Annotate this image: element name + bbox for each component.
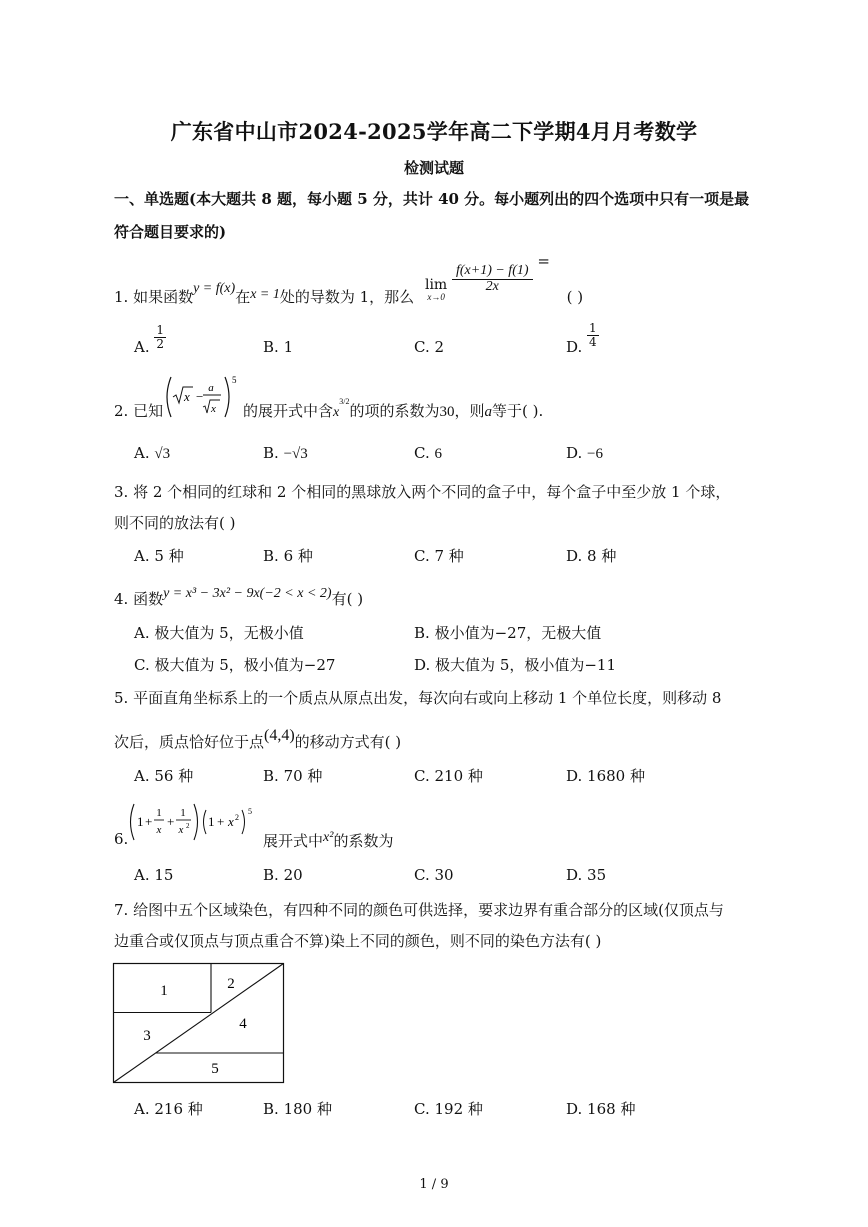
svg-text:2: 2 — [186, 822, 190, 830]
q2-option-c: C. 6 — [414, 444, 442, 462]
svg-text:x: x — [211, 403, 216, 415]
region-label-1: 1 — [160, 983, 168, 999]
q5-line2: 次后，质点恰好位于点(4,4)的移动方式有( ) — [114, 727, 402, 751]
svg-text:5: 5 — [232, 375, 237, 385]
q1-denominator: 2x — [485, 278, 499, 294]
svg-text:1: 1 — [208, 814, 215, 829]
svg-text:2: 2 — [235, 813, 239, 822]
question-2 — [114, 400, 163, 421]
q6-expression — [128, 800, 264, 850]
q1-answer-paren: ( ) — [566, 288, 584, 306]
q6-right-paren1 — [194, 804, 198, 840]
region-label-2: 2 — [227, 976, 235, 992]
svg-text:+: + — [167, 814, 175, 829]
q1-condition: x = 1 — [250, 287, 280, 302]
svg-text:+: + — [145, 814, 153, 829]
q6-option-c: C. 30 — [414, 866, 454, 884]
q1-tail: 处的导数为 1，那么 — [279, 288, 415, 306]
q3-line2: 则不同的放法有( ) — [114, 514, 236, 532]
q5-point: (4,4) — [264, 727, 295, 744]
q1-equals: = — [537, 252, 550, 270]
q2-binomial-expression — [161, 373, 241, 425]
q2-option-d: D. −6 — [566, 444, 604, 462]
q6-left-paren1 — [131, 804, 135, 840]
q6-text: 展开式中x²的系数为 — [263, 830, 394, 850]
svg-text:1: 1 — [180, 807, 186, 819]
region-label-5: 5 — [211, 1061, 219, 1077]
q4-option-a: A. 极大值为 5，无极小值 — [134, 624, 304, 642]
q6-expression-svg — [128, 800, 264, 846]
q2-binomial-svg — [161, 373, 241, 421]
q1-option-a: A. $\frac{1}{2}$ — [134, 323, 165, 356]
region-label-3: 3 — [143, 1028, 151, 1044]
q1-number: 1. 如果函数 — [114, 288, 194, 306]
svg-text:+: + — [217, 814, 225, 829]
q6-option-d: D. 35 — [566, 866, 607, 884]
q7-option-d: D. 168 种 — [566, 1100, 636, 1118]
svg-text:5: 5 — [248, 807, 252, 816]
q5-option-c: C. 210 种 — [414, 767, 483, 785]
q6-option-b: B. 20 — [263, 866, 303, 884]
q5-option-d: D. 1680 种 — [566, 767, 645, 785]
question-4: 4. 函数y = x³ − 3x² − 9x(−2 < x < 2)有( ) — [114, 586, 364, 608]
q4-option-b: B. 极小值为−27，无极大值 — [414, 624, 602, 642]
svg-text:x: x — [184, 389, 190, 404]
q1-lim-sub: x→0 — [427, 292, 445, 302]
q1-mid: 在 — [235, 288, 251, 306]
q7-region-diagram — [112, 962, 286, 1088]
q7-option-b: B. 180 种 — [263, 1100, 332, 1118]
q4-expression: y = x³ − 3x² − 9x(−2 < x < 2) — [163, 586, 332, 601]
q3-option-b: B. 6 种 — [263, 547, 313, 565]
q4-option-c: C. 极大值为 5，极小值为−27 — [134, 656, 336, 674]
q1-fraction — [452, 264, 533, 294]
section-heading-line1: 一、单选题(本大题共 8 题，每小题 5 分，共计 40 分。每小题列出的四个选项中只有一项是最 — [114, 190, 750, 208]
page-title: 广东省中山市2024-2025学年高二下学期4月月考数学 — [170, 119, 698, 144]
q2-text: 的展开式中含$x^{3/2}$的项的系数为30，则a等于( ). — [243, 397, 544, 420]
page-number: 1 / 9 — [419, 1177, 449, 1192]
q3-line1: 3. 将 2 个相同的红球和 2 个相同的黑球放入两个不同的盒子中，每个盒子中至少放 1 个球， — [114, 483, 731, 501]
q2-left-paren — [167, 377, 171, 417]
q7-diagram-svg — [112, 962, 286, 1084]
q6-number: 6. — [114, 830, 129, 848]
q3-option-d: D. 8 种 — [566, 547, 617, 565]
q1-option-c: C. 2 — [414, 338, 445, 356]
q1-option-d: D. $\frac{1}{4}$ — [566, 321, 597, 356]
svg-text:x: x — [228, 814, 234, 829]
q2-option-a: A. √3 — [134, 444, 171, 462]
q6-option-a: A. 15 — [134, 866, 174, 884]
q2-option-b: B. −√3 — [263, 444, 308, 462]
q4-option-d: D. 极大值为 5，极小值为−11 — [414, 656, 617, 674]
question-1 — [114, 252, 584, 312]
q1-numerator: f(x+1) − f(1) — [452, 264, 533, 280]
q7-line1: 7. 给图中五个区域染色，有四种不同的颜色可供选择，要求边界有重合部分的区域(仅顶点与 — [114, 901, 724, 919]
svg-text:x: x — [156, 824, 162, 836]
q5-option-a: A. 56 种 — [134, 767, 194, 785]
q2-right-paren — [225, 377, 229, 417]
region-label-4: 4 — [239, 1016, 247, 1032]
q1-lim: lim — [424, 277, 448, 293]
q6-right-paren2 — [242, 810, 245, 834]
q7-line2: 边重合或仅顶点与顶点重合不算)染上不同的颜色，则不同的染色方法有( ) — [114, 932, 602, 950]
q6-term: x² — [323, 830, 334, 845]
svg-text:−: − — [196, 389, 204, 404]
q1-limit-expression — [424, 252, 550, 302]
svg-text:1: 1 — [156, 807, 162, 819]
q2-number: 2. 已知 — [114, 402, 164, 420]
page-subtitle: 检测试题 — [403, 159, 464, 177]
q5-option-b: B. 70 种 — [263, 767, 323, 785]
q1-option-b: B. 1 — [263, 338, 294, 356]
q6-left-paren2 — [204, 810, 207, 834]
q7-option-c: C. 192 种 — [414, 1100, 483, 1118]
q2-sqrt-x — [173, 387, 193, 403]
q3-option-a: A. 5 种 — [134, 547, 184, 565]
svg-text:x: x — [178, 824, 184, 836]
svg-text:1: 1 — [137, 814, 144, 829]
q7-option-a: A. 216 种 — [134, 1100, 203, 1118]
diagram-diagonal — [114, 964, 284, 1083]
svg-text:a: a — [208, 382, 214, 394]
q3-option-c: C. 7 种 — [414, 547, 464, 565]
q5-line1: 5. 平面直角坐标系上的一个质点从原点出发，每次向右或向上移动 1 个单位长度，则移动 8 — [114, 689, 722, 707]
section-heading-line2: 符合题目要求的) — [114, 223, 227, 241]
q1-function: y = f(x) — [193, 281, 236, 296]
